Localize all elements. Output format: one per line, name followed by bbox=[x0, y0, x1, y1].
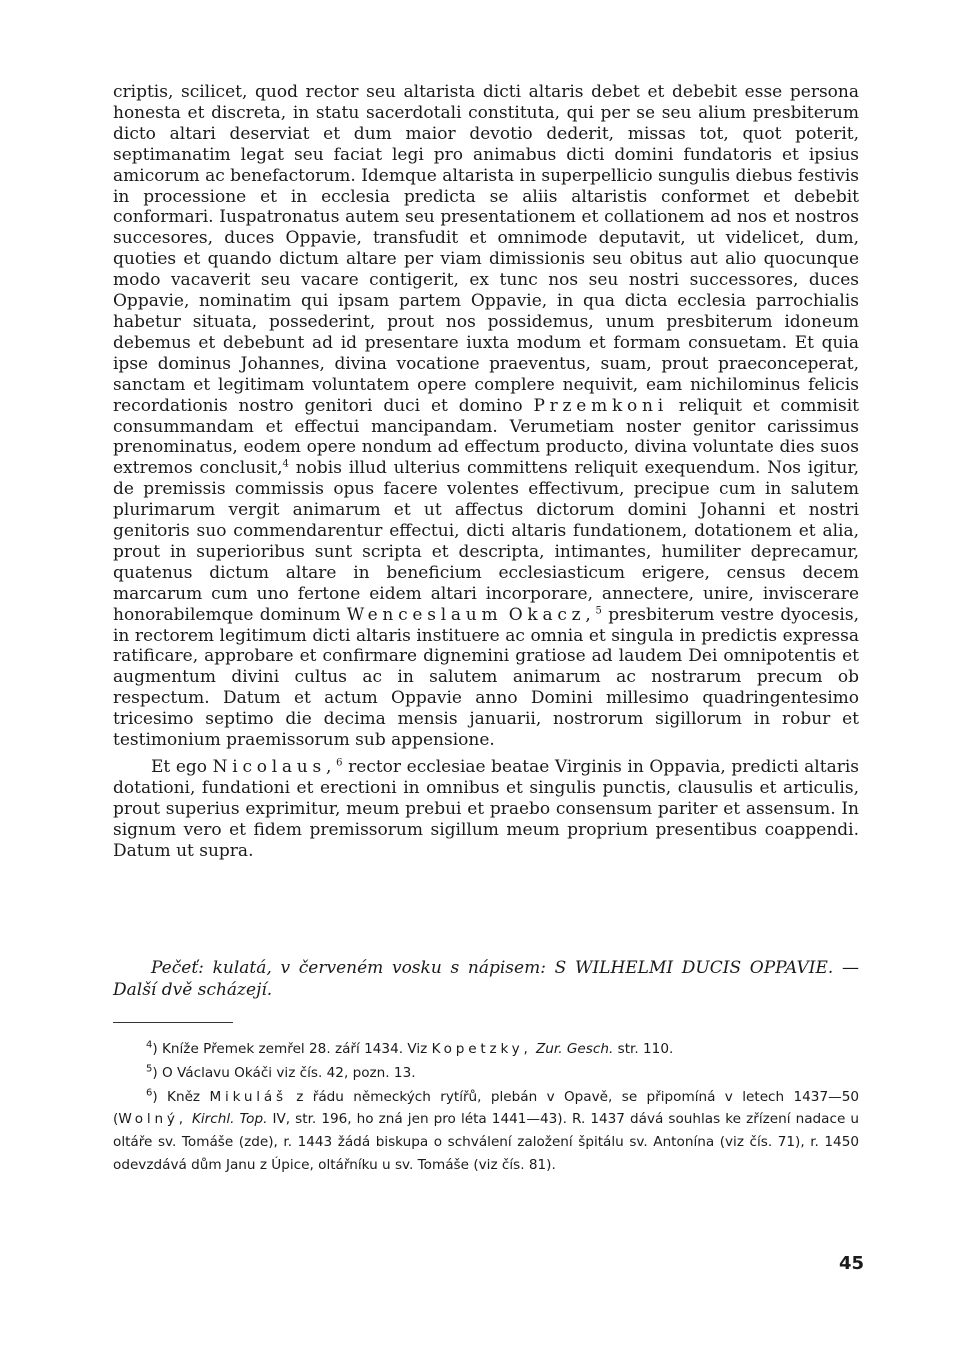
work-title: Zur. Gesch. bbox=[535, 1041, 614, 1057]
footnote-divider bbox=[113, 1022, 233, 1023]
spaced-name: Mikuláš bbox=[209, 1088, 287, 1105]
footnotes bbox=[113, 1038, 859, 1177]
spaced-name: Nicolaus, bbox=[212, 757, 337, 777]
footnote-5 bbox=[113, 1062, 859, 1085]
text-run: nobis illud ulterius committens reliquit exequendum. Nos igitur, de premissis commissis opus facere volentes effectivum, precipue cum in salutem plurimarum vergit animarum et ut affectus dictorum domini Johanni et nostri genitoris suo commendarentur effectui, dicti altaris fundationem, dotationem et alia, prout in superioribus sunt scripta et descripta, intimantes, humiliter deprecamur, quatenus dictum altare in beneficium ecclesiasticum erigere, census decem marcarum cum uno fertone eidem altari incorporare, annectere, unire, inviscerare honorabilemque dominum bbox=[113, 458, 860, 625]
text-run: ) O Václavu Okáči viz čís. 42, pozn. 13. bbox=[152, 1064, 416, 1081]
seal-note: Pečeť: kulatá, v červeném vosku s nápisem: S WILHELMI DUCIS OPPAVIE. — Další dvě scházejí. bbox=[113, 958, 859, 1000]
text-run: reliquit et commisit consummandam et effectui mancipandam. Verumetiam noster genitor carissimus prenominatus, eodem opere nondum ad effectum producto, divina voluntate dies suos extremos conclusit, bbox=[113, 395, 859, 479]
footnote-6 bbox=[113, 1086, 859, 1177]
footnote-mark: 4 bbox=[146, 1039, 153, 1051]
footnote-mark: 6 bbox=[146, 1087, 153, 1099]
spaced-name: Wolný, bbox=[118, 1111, 187, 1128]
text-run: rector ecclesiae beatae Virginis in Oppavia, predicti altaris dotationi, fundationi et erectioni in omnibus et singulis punctis, clausulis et articulis, prout superius exprimitur, meum prebui et praebo consensum pariter et assensum. In signum vero et fidem premissorum sigillum meum proprium presentibus coappendi. Datum ut supra. bbox=[113, 757, 859, 861]
footnote-ref: 5 bbox=[595, 605, 602, 616]
text-run: ) Kněz bbox=[152, 1088, 201, 1105]
charter-text bbox=[113, 82, 859, 862]
text-run: ) Kníže Přemek zemřel 28. září 1434. Viz bbox=[152, 1041, 428, 1057]
text-run: str. 110. bbox=[617, 1041, 674, 1057]
spaced-name: Okacz, bbox=[508, 604, 596, 625]
text-run: IV, str. 196, ho zná jen pro léta 1441—43). R. 1437 dává souhlas ke zřízení nadace u oltáře sv. Tomáše (zde), r. 1443 žádá biskupa o schválení založení špitálu sv. Antonína (viz čís. 71), r. 1450 odevzdává dům Janu z Úpice, oltářníku u sv. Tomáše (viz čís. 81). bbox=[113, 1111, 859, 1173]
footnote-mark: 5 bbox=[146, 1063, 153, 1075]
footnote-ref: 6 bbox=[336, 757, 343, 769]
spaced-name: Wenceslaum bbox=[346, 604, 503, 625]
charter-paragraph-2 bbox=[113, 757, 859, 862]
text-run: Et ego bbox=[151, 757, 208, 777]
charter-paragraph-1 bbox=[113, 82, 859, 751]
text-run: presbiterum vestre dyocesis, in rectorem legitimum dicti altaris instituere ac omnia et singula in predictis expressa ratificare, approbare et confirmare dignemini gratiose ad laudem Dei omnipotentis et augmentum divini cultus ac in salutem animarum ac nostrarum precum ob respectum. Datum et actum Oppavie anno Domini millesimo quadringentesimo tricesimo septimo die decima mensis januarii, nostrorum sigillorum in robur et testimonium praemissorum sub appensione. bbox=[113, 604, 859, 751]
footnote-ref: 4 bbox=[282, 458, 289, 470]
page-number: 45 bbox=[839, 1253, 865, 1274]
footnote-4 bbox=[113, 1038, 859, 1061]
spaced-name: Kopetzky, bbox=[431, 1041, 532, 1057]
text-run: z řádu německých rytířů, plebán v Opavě, se připomíná v letech 1437—50 ( bbox=[113, 1088, 859, 1128]
text-run: criptis, scilicet, quod rector seu altarista dicti altaris debet et debebit esse persona honesta et discreta, in statu sacerdotali constituta, qui per se seu alium presbiterum dicto altari deserviat et dum maior devotio dederit, missas tot, quot poterit, septimanatim legat seu faciat legi pro animabus dicti domini fundatoris et ipsius amicorum ac benefactorum. Idemque altarista in superpellicio sungulis diebus festivis in processione et in ecclesia predicta se aliis altaristis conformet et debebit conformari. Iuspatronatus autem seu presentationem et collationem ad nos et nostros succesores, duces Oppavie, transfudit et omnimode deputavit, ut videlicet, dum, quoties et quando dictum altare per viam dimissionis seu obitus aut alio quocunque modo vacaverit seu vacare contigerit, ex tunc nos seu nostri successores, duces Oppavie, nominatim qui ipsam partem Oppavie, in qua dicta ecclesia parrochialis habetur situata, possederint, prout nos possidemus, unum presbiterum idoneum debemus et debebunt ad id presentare iuxta modum et formam consuetam. Et quia ipse dominus Johannes, divina vocatione praeventus, suam, prout praeconceperat, sanctam et legitimam voluntatem opere complere nequivit, eam nichilominus felicis recordationis nostro genitori duci et domino bbox=[113, 82, 859, 416]
work-title: Kirchl. Top. bbox=[191, 1111, 268, 1128]
spaced-name: Przemkoni bbox=[533, 395, 668, 416]
